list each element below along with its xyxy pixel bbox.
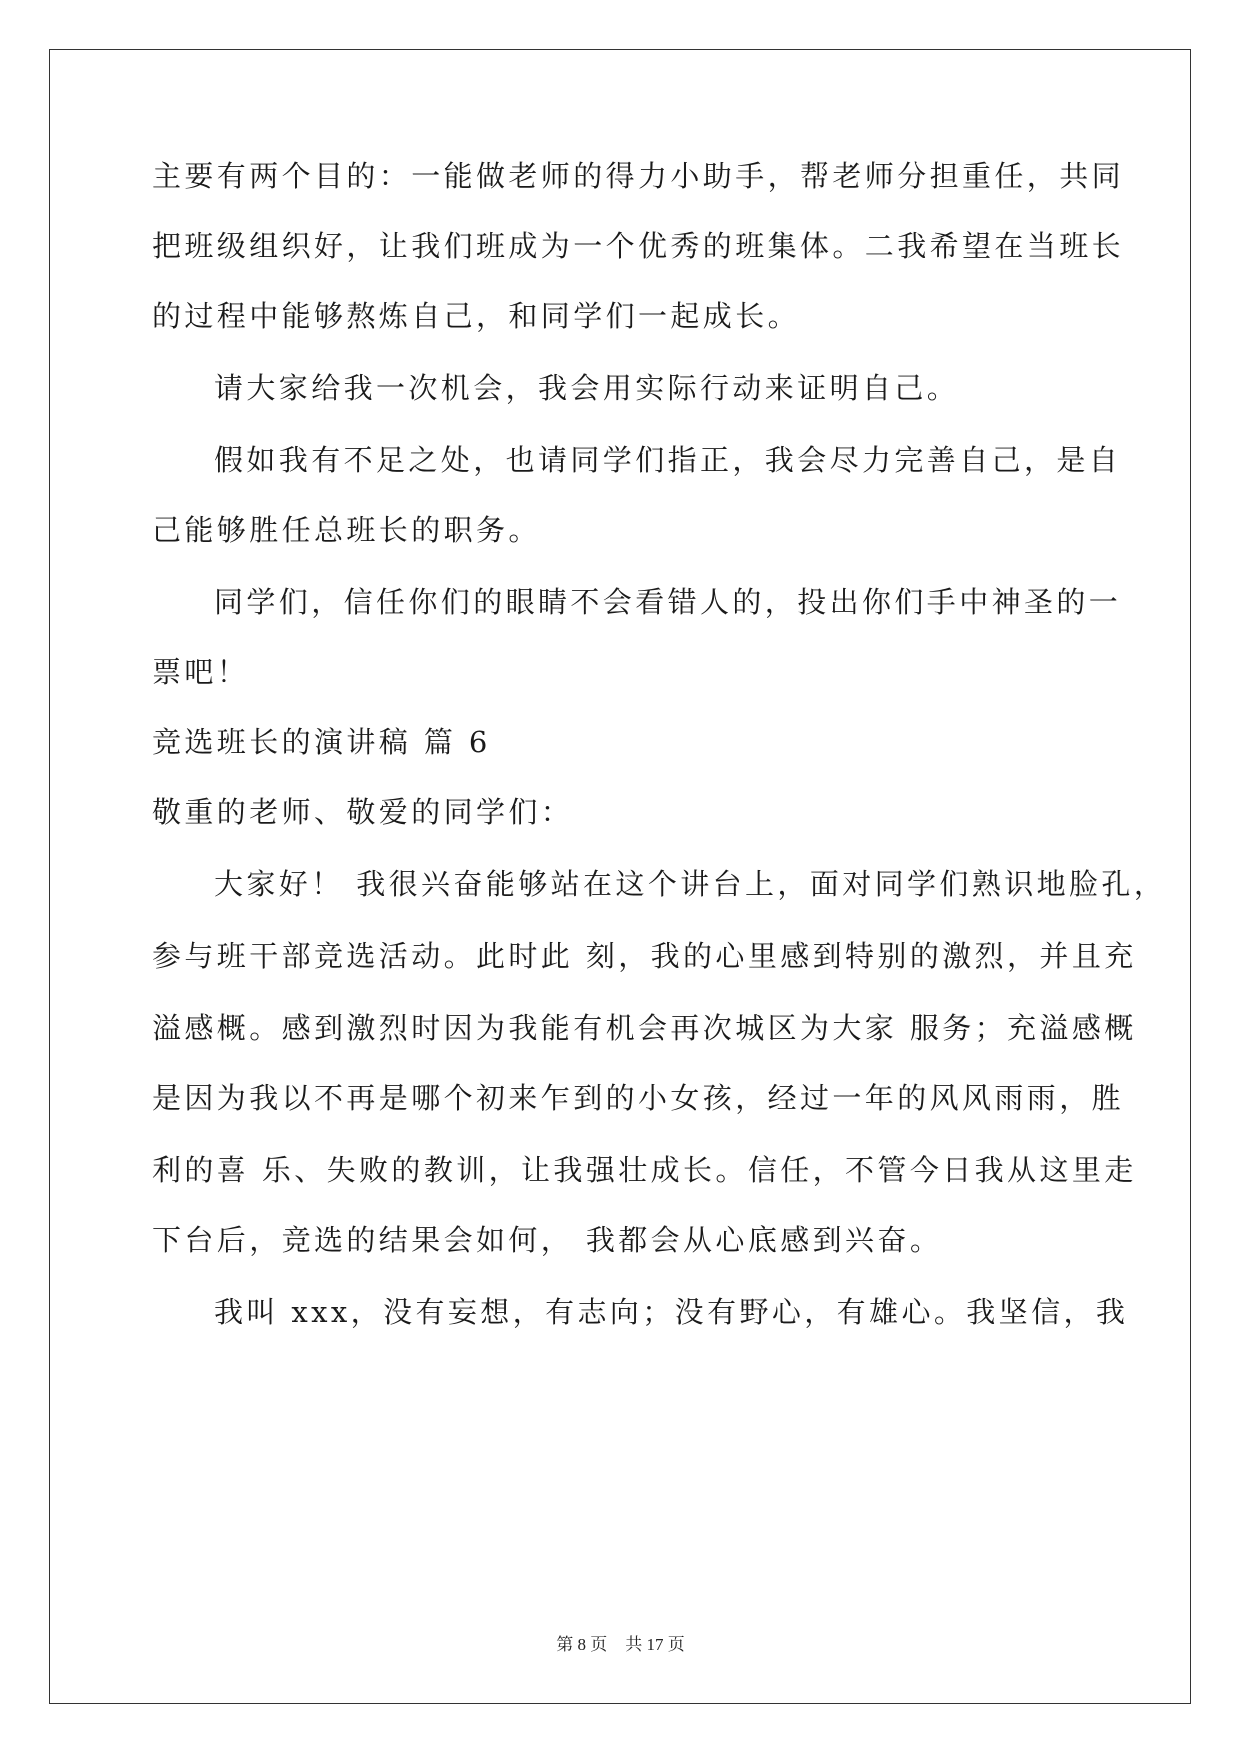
paragraph-line: 请大家给我一次机会，我会用实际行动来证明自己。: [214, 371, 960, 405]
paragraph-line: 我叫 xxx，没有妄想，有志向；没有野心，有雄心。我坚信，我: [214, 1295, 1129, 1329]
paragraph-line: 利的喜 乐、失败的教训，让我强壮成长。信任，不管今日我从这里走: [152, 1153, 1137, 1187]
paragraph-line: 假如我有不足之处，也请同学们指正，我会尽力完善自己，是自: [214, 443, 1122, 477]
paragraph-line: 主要有两个目的：一能做老师的得力小助手，帮老师分担重任，共同: [152, 159, 1125, 193]
paragraph-line: 把班级组织好，让我们班成为一个优秀的班集体。二我希望在当班长: [152, 229, 1125, 263]
paragraph-line: 的过程中能够熬炼自己，和同学们一起成长。: [152, 299, 801, 333]
paragraph-line: 票吧！: [152, 655, 250, 689]
page-number: 第 8 页: [556, 1635, 608, 1654]
page-total: 共 17 页: [625, 1635, 685, 1654]
salutation: 敬重的老师、敬爱的同学们：: [152, 795, 574, 829]
paragraph-line: 大家好！ 我很兴奋能够站在这个讲台上，面对同学们熟识地脸孔，: [214, 867, 1167, 901]
page-footer: [0, 1630, 1241, 1655]
paragraph-line: 己能够胜任总班长的职务。: [152, 513, 541, 547]
paragraph-line: 下台后，竞选的结果会如何， 我都会从心底感到兴奋。: [152, 1223, 943, 1257]
paragraph-line: 溢感概。感到激烈时因为我能有机会再次城区为大家 服务；充溢感概: [152, 1011, 1137, 1045]
paragraph-line: 同学们，信任你们的眼睛不会看错人的，投出你们手中神圣的一: [214, 585, 1122, 619]
section-heading: 竞选班长的演讲稿 篇 6: [152, 725, 491, 759]
paragraph-line: 参与班干部竞选活动。此时此 刻，我的心里感到特别的激烈，并且充: [152, 939, 1137, 973]
paragraph-line: 是因为我以不再是哪个初来乍到的小女孩，经过一年的风风雨雨，胜: [152, 1081, 1125, 1115]
